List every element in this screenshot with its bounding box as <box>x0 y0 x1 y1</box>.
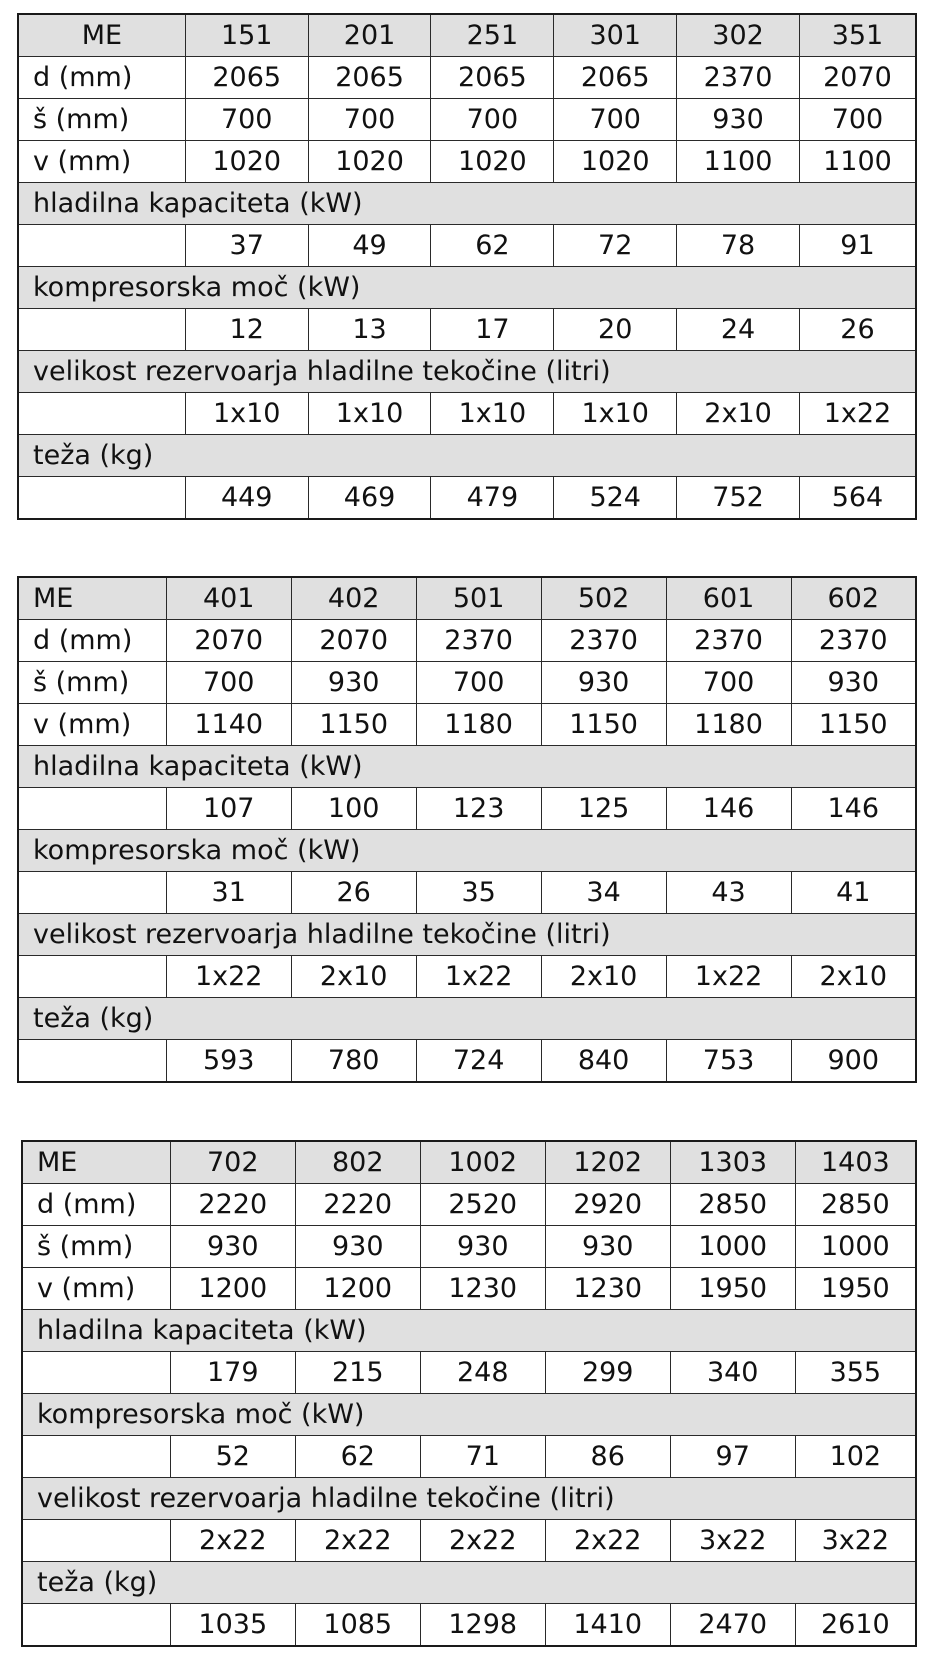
table-cell: 97 <box>670 1436 795 1478</box>
table-cell: 78 <box>677 225 800 267</box>
section-values-row <box>22 1604 916 1647</box>
table-cell: 2065 <box>554 57 677 99</box>
table-cell: 1x22 <box>666 956 791 998</box>
empty-cell <box>22 1436 170 1478</box>
table-cell: 700 <box>166 662 291 704</box>
empty-cell <box>22 1520 170 1562</box>
table-cell: 12 <box>185 309 308 351</box>
table-cell: 700 <box>308 99 431 141</box>
table-header-row <box>22 1141 916 1184</box>
table-cell: 72 <box>554 225 677 267</box>
table-cell: 215 <box>295 1352 420 1394</box>
table-cell: 100 <box>291 788 416 830</box>
table-cell: 102 <box>795 1436 916 1478</box>
table-header-row <box>18 14 916 57</box>
table-cell: 1100 <box>677 141 800 183</box>
table-cell: 840 <box>541 1040 666 1083</box>
table-cell: 1x10 <box>185 393 308 435</box>
row-label: š (mm) <box>22 1226 170 1268</box>
row-label: v (mm) <box>18 141 185 183</box>
section-values-row <box>18 309 916 351</box>
table-cell: 900 <box>791 1040 916 1083</box>
table-cell: 1180 <box>666 704 791 746</box>
table-cell: 52 <box>170 1436 295 1478</box>
section-title-row <box>18 183 916 225</box>
table-cell: 1x22 <box>799 393 916 435</box>
section-values-row <box>18 956 916 998</box>
section-title: hladilna kapaciteta (kW) <box>18 183 916 225</box>
section-title: teža (kg) <box>18 998 916 1040</box>
table-cell: 930 <box>545 1226 670 1268</box>
model-header: 201 <box>308 14 431 57</box>
spec-table-2 <box>17 576 917 1083</box>
spec-table-1 <box>17 13 917 520</box>
table-cell: 700 <box>416 662 541 704</box>
table-cell: 930 <box>541 662 666 704</box>
section-values-row <box>22 1436 916 1478</box>
table-cell: 2370 <box>791 620 916 662</box>
table-cell: 930 <box>420 1226 545 1268</box>
model-header: 402 <box>291 577 416 620</box>
table-cell: 1020 <box>308 141 431 183</box>
table-cell: 1x10 <box>431 393 554 435</box>
section-title-row <box>22 1394 916 1436</box>
model-header: 1403 <box>795 1141 916 1184</box>
table-cell: 2610 <box>795 1604 916 1647</box>
row-label: d (mm) <box>18 57 185 99</box>
row-label: v (mm) <box>18 704 166 746</box>
section-title-row <box>22 1562 916 1604</box>
empty-cell <box>18 956 166 998</box>
table-cell: 37 <box>185 225 308 267</box>
table-cell: 26 <box>799 309 916 351</box>
table-cell: 1000 <box>670 1226 795 1268</box>
table-cell: 2065 <box>308 57 431 99</box>
model-header: 401 <box>166 577 291 620</box>
table-cell: 1140 <box>166 704 291 746</box>
dimension-row-length <box>22 1184 916 1226</box>
table-cell: 930 <box>291 662 416 704</box>
empty-cell <box>18 393 185 435</box>
table-cell: 2x22 <box>295 1520 420 1562</box>
table-cell: 593 <box>166 1040 291 1083</box>
table-cell: 146 <box>791 788 916 830</box>
table-cell: 2370 <box>677 57 800 99</box>
section-title-row <box>18 351 916 393</box>
table-cell: 700 <box>185 99 308 141</box>
table-cell: 752 <box>677 477 800 520</box>
table-cell: 2220 <box>295 1184 420 1226</box>
model-header: 1303 <box>670 1141 795 1184</box>
table-cell: 2x10 <box>541 956 666 998</box>
table-cell: 2x22 <box>170 1520 295 1562</box>
table-cell: 71 <box>420 1436 545 1478</box>
section-values-row <box>22 1520 916 1562</box>
table-cell: 524 <box>554 477 677 520</box>
table-cell: 123 <box>416 788 541 830</box>
table-cell: 930 <box>677 99 800 141</box>
section-title-row <box>18 267 916 309</box>
model-header: 351 <box>799 14 916 57</box>
empty-cell <box>18 309 185 351</box>
row-label: d (mm) <box>22 1184 170 1226</box>
table-cell: 564 <box>799 477 916 520</box>
table-cell: 2470 <box>670 1604 795 1647</box>
model-header: 301 <box>554 14 677 57</box>
section-title: hladilna kapaciteta (kW) <box>22 1310 916 1352</box>
table-cell: 2370 <box>416 620 541 662</box>
table-cell: 41 <box>791 872 916 914</box>
table-cell: 1410 <box>545 1604 670 1647</box>
section-title-row <box>18 435 916 477</box>
dimension-row-length <box>18 620 916 662</box>
table-cell: 179 <box>170 1352 295 1394</box>
table-cell: 449 <box>185 477 308 520</box>
table-cell: 146 <box>666 788 791 830</box>
table-cell: 930 <box>791 662 916 704</box>
table-cell: 1150 <box>291 704 416 746</box>
table-cell: 1x22 <box>166 956 291 998</box>
table-cell: 780 <box>291 1040 416 1083</box>
table-cell: 1020 <box>431 141 554 183</box>
table-cell: 2x22 <box>420 1520 545 1562</box>
section-values-row <box>18 788 916 830</box>
dimension-row-height <box>22 1268 916 1310</box>
section-values-row <box>18 477 916 520</box>
model-header: 702 <box>170 1141 295 1184</box>
section-values-row <box>18 1040 916 1083</box>
table-cell: 1180 <box>416 704 541 746</box>
model-header: 1002 <box>420 1141 545 1184</box>
table-cell: 3x22 <box>670 1520 795 1562</box>
section-title: kompresorska moč (kW) <box>18 830 916 872</box>
dimension-row-width <box>18 662 916 704</box>
section-title: velikost rezervoarja hladilne tekočine (litri) <box>18 351 916 393</box>
model-header: 1202 <box>545 1141 670 1184</box>
section-values-row <box>18 225 916 267</box>
table-cell: 1230 <box>420 1268 545 1310</box>
table-cell: 2850 <box>670 1184 795 1226</box>
table-cell: 20 <box>554 309 677 351</box>
model-header: 602 <box>791 577 916 620</box>
table-cell: 2x10 <box>677 393 800 435</box>
table-cell: 2370 <box>666 620 791 662</box>
table-cell: 1020 <box>554 141 677 183</box>
row-label: š (mm) <box>18 662 166 704</box>
table-cell: 26 <box>291 872 416 914</box>
table-cell: 469 <box>308 477 431 520</box>
table-cell: 1230 <box>545 1268 670 1310</box>
table-cell: 1150 <box>791 704 916 746</box>
dimension-row-height <box>18 141 916 183</box>
table-cell: 1000 <box>795 1226 916 1268</box>
table-cell: 86 <box>545 1436 670 1478</box>
table-cell: 91 <box>799 225 916 267</box>
section-values-row <box>18 872 916 914</box>
table-cell: 248 <box>420 1352 545 1394</box>
table-cell: 2070 <box>291 620 416 662</box>
table-cell: 1x10 <box>554 393 677 435</box>
table-cell: 930 <box>295 1226 420 1268</box>
section-title: teža (kg) <box>18 435 916 477</box>
table-cell: 2850 <box>795 1184 916 1226</box>
section-title: kompresorska moč (kW) <box>18 267 916 309</box>
section-title-row <box>22 1478 916 1520</box>
dimension-row-length <box>18 57 916 99</box>
table-cell: 2x10 <box>291 956 416 998</box>
empty-cell <box>22 1352 170 1394</box>
table-cell: 1200 <box>170 1268 295 1310</box>
section-title: velikost rezervoarja hladilne tekočine (litri) <box>18 914 916 956</box>
table-cell: 2070 <box>799 57 916 99</box>
table-cell: 34 <box>541 872 666 914</box>
section-title: velikost rezervoarja hladilne tekočine (litri) <box>22 1478 916 1520</box>
table-cell: 1200 <box>295 1268 420 1310</box>
header-label: ME <box>18 14 185 57</box>
table-cell: 2x10 <box>791 956 916 998</box>
table-cell: 3x22 <box>795 1520 916 1562</box>
model-header: 501 <box>416 577 541 620</box>
dimension-row-width <box>18 99 916 141</box>
table-cell: 700 <box>431 99 554 141</box>
table-cell: 125 <box>541 788 666 830</box>
table-cell: 340 <box>670 1352 795 1394</box>
model-header: 502 <box>541 577 666 620</box>
model-header: 302 <box>677 14 800 57</box>
table-cell: 2370 <box>541 620 666 662</box>
table-cell: 1x10 <box>308 393 431 435</box>
table-cell: 930 <box>170 1226 295 1268</box>
table-cell: 2x22 <box>545 1520 670 1562</box>
table-cell: 43 <box>666 872 791 914</box>
section-title-row <box>18 830 916 872</box>
empty-cell <box>18 788 166 830</box>
model-header: 802 <box>295 1141 420 1184</box>
table-cell: 2920 <box>545 1184 670 1226</box>
table-cell: 2220 <box>170 1184 295 1226</box>
header-label: ME <box>22 1141 170 1184</box>
section-values-row <box>18 393 916 435</box>
table-cell: 13 <box>308 309 431 351</box>
model-header: 601 <box>666 577 791 620</box>
table-cell: 1020 <box>185 141 308 183</box>
table-cell: 753 <box>666 1040 791 1083</box>
table-cell: 2065 <box>185 57 308 99</box>
table-cell: 35 <box>416 872 541 914</box>
dimension-row-height <box>18 704 916 746</box>
section-title: hladilna kapaciteta (kW) <box>18 746 916 788</box>
empty-cell <box>18 1040 166 1083</box>
section-title-row <box>22 1310 916 1352</box>
table-cell: 49 <box>308 225 431 267</box>
table-cell: 299 <box>545 1352 670 1394</box>
table-cell: 1100 <box>799 141 916 183</box>
table-cell: 2065 <box>431 57 554 99</box>
row-label: š (mm) <box>18 99 185 141</box>
table-cell: 724 <box>416 1040 541 1083</box>
header-label: ME <box>18 577 166 620</box>
table-cell: 62 <box>431 225 554 267</box>
row-label: d (mm) <box>18 620 166 662</box>
table-cell: 24 <box>677 309 800 351</box>
row-label: v (mm) <box>22 1268 170 1310</box>
table-cell: 479 <box>431 477 554 520</box>
table-cell: 1950 <box>670 1268 795 1310</box>
table-cell: 1150 <box>541 704 666 746</box>
section-values-row <box>22 1352 916 1394</box>
empty-cell <box>22 1604 170 1647</box>
table-cell: 107 <box>166 788 291 830</box>
section-title-row <box>18 914 916 956</box>
table-cell: 2070 <box>166 620 291 662</box>
table-cell: 700 <box>666 662 791 704</box>
spec-table-3 <box>21 1140 917 1647</box>
table-cell: 1x22 <box>416 956 541 998</box>
table-cell: 355 <box>795 1352 916 1394</box>
model-header: 151 <box>185 14 308 57</box>
table-cell: 700 <box>799 99 916 141</box>
table-cell: 1950 <box>795 1268 916 1310</box>
dimension-row-width <box>22 1226 916 1268</box>
section-title: teža (kg) <box>22 1562 916 1604</box>
section-title-row <box>18 998 916 1040</box>
section-title: kompresorska moč (kW) <box>22 1394 916 1436</box>
table-cell: 17 <box>431 309 554 351</box>
empty-cell <box>18 225 185 267</box>
table-cell: 1085 <box>295 1604 420 1647</box>
table-cell: 1298 <box>420 1604 545 1647</box>
model-header: 251 <box>431 14 554 57</box>
table-cell: 31 <box>166 872 291 914</box>
empty-cell <box>18 477 185 520</box>
table-cell: 700 <box>554 99 677 141</box>
section-title-row <box>18 746 916 788</box>
table-cell: 2520 <box>420 1184 545 1226</box>
table-cell: 1035 <box>170 1604 295 1647</box>
table-header-row <box>18 577 916 620</box>
empty-cell <box>18 872 166 914</box>
table-cell: 62 <box>295 1436 420 1478</box>
